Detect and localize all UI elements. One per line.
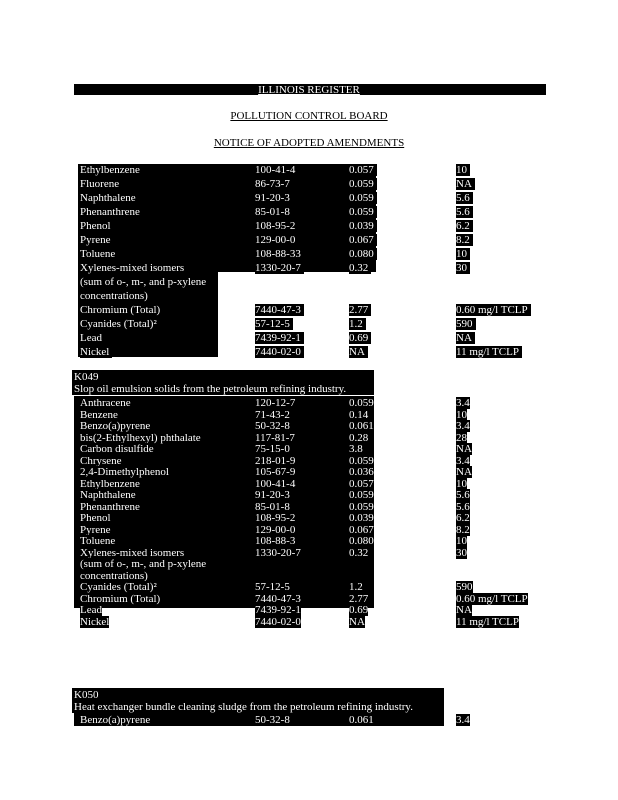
notice-title: NOTICE OF ADOPTED AMENDMENTS [213, 137, 405, 149]
table-row [0, 304, 618, 316]
nonwastewater-value: 5.6 [456, 206, 473, 218]
cas-number: 1330-20-7 [255, 546, 301, 559]
substance-name: (sum of o-, m-, and p-xylene [80, 558, 207, 570]
nonwastewater-value: 11 mg/l TCLP [456, 346, 522, 358]
substance-name: Benzene [80, 408, 118, 421]
table-row [0, 570, 618, 582]
cas-number: 218-01-9 [255, 454, 296, 467]
nonwastewater-value: 3.4 [456, 420, 470, 432]
nonwastewater-value: NA [456, 178, 475, 190]
cas-number: 117-81-7 [255, 431, 295, 444]
nonwastewater-value: NA [456, 604, 472, 616]
substance-name: Phenanthrene [80, 500, 140, 513]
cas-number: 7440-47-3 [255, 592, 301, 605]
table-row [0, 332, 618, 344]
substance-name: Cyanides (Total)² [80, 581, 157, 593]
cas-number: 129-00-0 [255, 234, 298, 246]
nonwastewater-value: 30 [456, 546, 467, 559]
substance-name: Lead [80, 604, 102, 616]
wastewater-value: 2.77 [349, 304, 371, 316]
table-row [0, 512, 618, 524]
k050-code: K050 [74, 689, 99, 701]
table-row [0, 262, 618, 274]
substance-name: Xylenes-mixed isomers [80, 546, 185, 559]
wastewater-value: 0.039 [349, 220, 377, 232]
substance-name: Naphthalene [80, 192, 139, 204]
substance-name: Toluene [80, 248, 118, 260]
cas-number: 7440-02-0 [255, 615, 301, 628]
table-row [0, 616, 618, 628]
table-row [0, 593, 618, 605]
table-row [0, 478, 618, 490]
cas-number: 85-01-8 [255, 206, 293, 218]
wastewater-value: 0.059 [349, 178, 377, 190]
k049-code: K049 [74, 371, 99, 383]
nonwastewater-value: 5.6 [456, 489, 470, 501]
table-row [0, 346, 618, 358]
nonwastewater-value: 10 [456, 164, 470, 176]
nonwastewater-value: 10 [456, 248, 470, 260]
board-title: POLLUTION CONTROL BOARD [230, 110, 388, 122]
substance-name: concentrations) [80, 569, 148, 582]
cas-number: 100-41-4 [255, 164, 298, 176]
substance-name: Nickel [80, 615, 110, 628]
wastewater-value: 0.69 [349, 332, 371, 344]
nonwastewater-value: 0.60 mg/l TCLP [456, 304, 531, 316]
substance-name: (sum of o-, m-, and p-xylene [80, 276, 209, 288]
wastewater-value: 0.059 [349, 500, 374, 513]
substance-name: Chrysene [80, 454, 122, 467]
wastewater-value: 0.32 [349, 262, 371, 274]
substance-name: Benzo(a)pyrene [80, 714, 151, 726]
wastewater-value: 0.057 [349, 164, 377, 176]
wastewater-value: 0.061 [349, 420, 374, 432]
substance-name: Cyanides (Total)² [80, 318, 160, 330]
register-title: ILLINOIS REGISTER [258, 84, 360, 96]
table-row [0, 466, 618, 478]
table-row [0, 192, 618, 204]
substance-name: Xylenes-mixed isomers [80, 262, 187, 274]
nonwastewater-value: NA [456, 466, 472, 478]
wastewater-value: 0.14 [349, 408, 369, 421]
substance-name: Phenol [80, 220, 114, 232]
substance-name: Anthracene [80, 397, 131, 409]
wastewater-value: 1.2 [349, 581, 363, 593]
wastewater-value: 0.69 [349, 604, 369, 616]
wastewater-value: 3.8 [349, 443, 363, 455]
cas-number: 75-15-0 [255, 443, 290, 455]
wastewater-value: 1.2 [349, 318, 366, 330]
table-row [0, 248, 618, 260]
wastewater-value: 0.059 [349, 489, 374, 501]
cas-number: 86-73-7 [255, 178, 293, 190]
nonwastewater-value: 10 [456, 408, 467, 421]
wastewater-value: 0.059 [349, 454, 374, 467]
table-row [0, 409, 618, 421]
cas-number: 57-12-5 [255, 581, 290, 593]
nonwastewater-value: 8.2 [456, 523, 470, 536]
nonwastewater-value: NA [456, 332, 475, 344]
cas-number: 7439-92-1 [255, 604, 301, 616]
nonwastewater-value: 10 [456, 477, 467, 490]
substance-name: Nickel [80, 346, 112, 358]
cas-number: 71-43-2 [255, 408, 290, 421]
wastewater-value: 0.067 [349, 523, 374, 536]
cas-number: 120-12-7 [255, 397, 296, 409]
wastewater-value: 0.059 [349, 206, 377, 218]
table-row [0, 432, 618, 444]
nonwastewater-value: 3.4 [456, 397, 470, 409]
cas-number: 50-32-8 [255, 420, 290, 432]
table-row [0, 290, 618, 302]
table-row [0, 604, 618, 616]
substance-name: Chromium (Total) [80, 592, 161, 605]
table-row [0, 318, 618, 330]
cas-number: 100-41-4 [255, 477, 296, 490]
substance-name: Ethylbenzene [80, 164, 143, 176]
nonwastewater-value: 28 [456, 431, 467, 444]
nonwastewater-value: 0.60 mg/l TCLP [456, 592, 528, 605]
substance-name: Ethylbenzene [80, 477, 140, 490]
table-row [0, 276, 618, 288]
nonwastewater-value: 590 [456, 318, 476, 330]
cas-number: 7440-47-3 [255, 304, 304, 316]
table-row [0, 206, 618, 218]
nonwastewater-value: 5.6 [456, 192, 473, 204]
cas-number: 85-01-8 [255, 500, 290, 513]
table-row [0, 397, 618, 409]
cas-number: 108-88-3 [255, 535, 296, 547]
substance-name: Naphthalene [80, 489, 136, 501]
substance-name: Phenanthrene [80, 206, 143, 218]
cas-number: 57-12-5 [255, 318, 293, 330]
table-row [0, 547, 618, 559]
substance-name: Chromium (Total) [80, 304, 163, 316]
wastewater-value: 0.039 [349, 512, 374, 524]
wastewater-value: NA [349, 346, 368, 358]
table-row [0, 420, 618, 432]
table-row [0, 581, 618, 593]
cas-number: 108-95-2 [255, 220, 298, 232]
nonwastewater-value: 8.2 [456, 234, 473, 246]
cas-number: 7440-02-0 [255, 346, 304, 358]
wastewater-value: 0.061 [349, 714, 374, 726]
substance-name: Lead [80, 332, 105, 344]
k050-description: Heat exchanger bundle cleaning sludge from the petroleum refining industry. [74, 701, 413, 713]
substance-name: Phenol [80, 512, 111, 524]
table-row [0, 178, 618, 190]
cas-number: 105-67-9 [255, 466, 296, 478]
wastewater-value: 0.067 [349, 234, 377, 246]
substance-name: 2,4-Dimethylphenol [80, 466, 169, 478]
nonwastewater-value: 30 [456, 262, 470, 274]
table-row [0, 234, 618, 246]
wastewater-value: 0.059 [349, 397, 374, 409]
nonwastewater-value: 3.4 [456, 714, 470, 726]
table-row [0, 501, 618, 513]
wastewater-value: 2.77 [349, 592, 369, 605]
substance-name: Carbon disulfide [80, 443, 154, 455]
wastewater-value: 0.080 [349, 535, 374, 547]
cas-number: 108-95-2 [255, 512, 296, 524]
cas-number: 91-20-3 [255, 192, 293, 204]
wastewater-value: 0.059 [349, 192, 377, 204]
wastewater-value: 0.28 [349, 431, 369, 444]
table-row [0, 535, 618, 547]
substance-name: Fluorene [80, 178, 122, 190]
cas-number: 91-20-3 [255, 489, 290, 501]
cas-number: 129-00-0 [255, 523, 296, 536]
cas-number: 108-88-33 [255, 248, 304, 260]
cas-number: 7439-92-1 [255, 332, 304, 344]
substance-name: bis(2-Ethylhexyl) phthalate [80, 431, 201, 444]
table-row [0, 714, 618, 726]
nonwastewater-value: 3.4 [456, 454, 470, 467]
table-row [0, 164, 618, 176]
table-row [0, 443, 618, 455]
cas-number: 50-32-8 [255, 714, 290, 726]
wastewater-value: 0.057 [349, 477, 374, 490]
nonwastewater-value: 6.2 [456, 512, 470, 524]
wastewater-value: 0.080 [349, 248, 377, 260]
substance-name: Pyrene [80, 234, 114, 246]
table-row [0, 558, 618, 570]
table-row [0, 524, 618, 536]
nonwastewater-value: NA [456, 443, 472, 455]
nonwastewater-value: 5.6 [456, 500, 470, 513]
wastewater-value: 0.036 [349, 466, 374, 478]
substance-name: concentrations) [80, 290, 151, 302]
substance-name: Benzo(a)pyrene [80, 420, 151, 432]
table-row [0, 220, 618, 232]
table-row [0, 455, 618, 467]
wastewater-value: 0.32 [349, 546, 369, 559]
wastewater-value: NA [349, 615, 365, 628]
substance-name: Toluene [80, 535, 116, 547]
nonwastewater-value: 11 mg/l TCLP [456, 615, 519, 628]
nonwastewater-value: 6.2 [456, 220, 473, 232]
k049-description: Slop oil emulsion solids from the petroleum refining industry. [74, 383, 347, 395]
cas-number: 1330-20-7 [255, 262, 304, 274]
substance-name: Pyrene [80, 523, 111, 536]
nonwastewater-value: 10 [456, 535, 467, 547]
nonwastewater-value: 590 [456, 581, 473, 593]
table-row [0, 489, 618, 501]
